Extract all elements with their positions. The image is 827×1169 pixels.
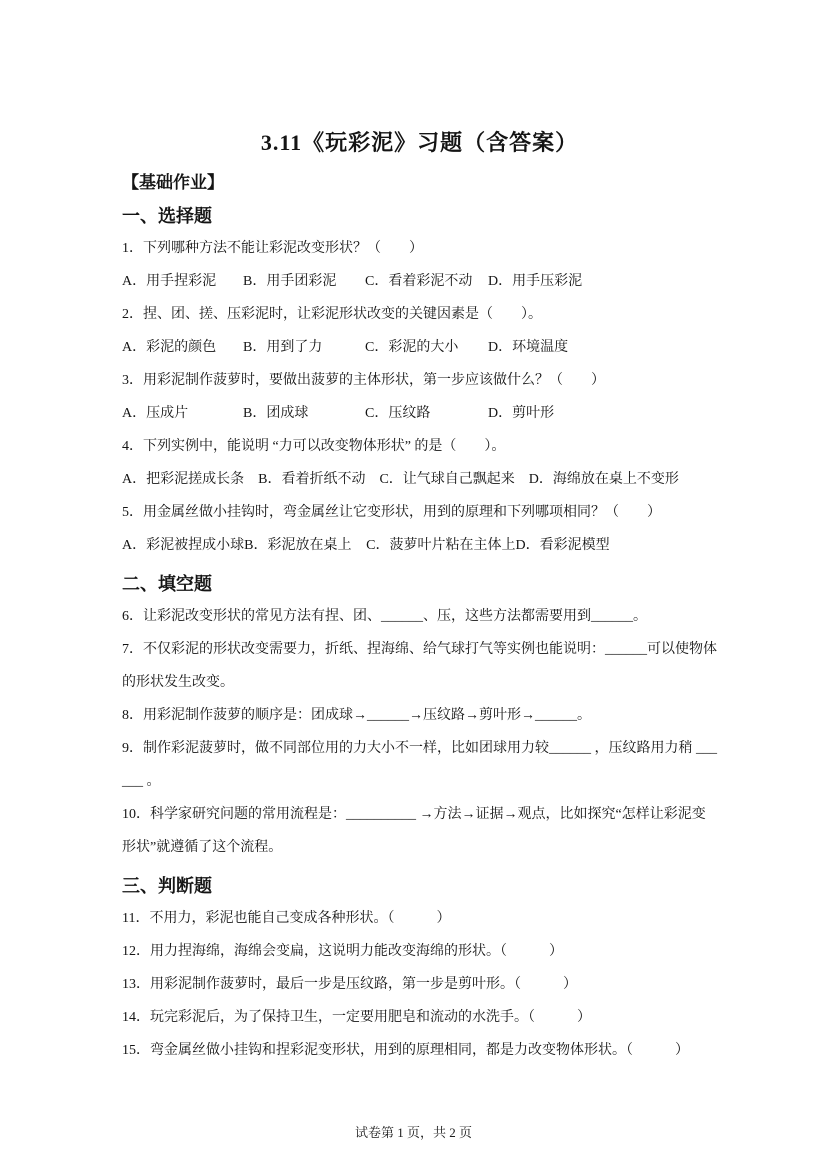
page-title: 3.11《玩彩泥》习题（含答案） xyxy=(260,130,579,155)
question-stem: 3．用彩泥制作菠萝时，要做出菠萝的主体形状，第一步应该做什么？（ ） xyxy=(122,373,605,388)
question-stem: 2．捏、团、搓、压彩泥时，让彩泥形状改变的关键因素是（ ）。 xyxy=(122,307,542,322)
sub-heading: 一、选择题 xyxy=(122,206,212,226)
option-item: C．压纹路 xyxy=(365,406,431,421)
option-item: D．看彩泥模型 xyxy=(515,538,610,553)
option-item: D．用手压彩泥 xyxy=(488,274,583,289)
question-block xyxy=(122,699,717,732)
options-row xyxy=(122,397,717,430)
question-stem: 7．不仅彩泥的形状改变需要力，折纸、捏海绵、给气球打气等实例也能说明：______可以使物体的形状发生改变。 xyxy=(122,642,717,690)
question-block xyxy=(122,902,717,935)
question-block xyxy=(122,633,717,699)
option-item: B．用到了力 xyxy=(243,340,323,355)
question-stem: 4．下列实例中，能说明 “力可以改变物体形状” 的是（ ）。 xyxy=(122,439,506,454)
question-stem: 12．用力捏海绵，海绵会变扁，这说明力能改变海绵的形状。（ ） xyxy=(122,944,563,959)
option-item: D．剪叶形 xyxy=(488,406,555,421)
question-block xyxy=(122,496,717,562)
question-block xyxy=(122,364,717,430)
question-block xyxy=(122,232,717,298)
option-item: C．彩泥的大小 xyxy=(365,340,459,355)
option-item: B．用手团彩泥 xyxy=(243,274,337,289)
option-item: A．彩泥被捏成小球 xyxy=(122,538,245,553)
question-block xyxy=(122,298,717,364)
options-row: A．把彩泥搓成长条 B．看着折纸不动 C．让气球自己飘起来 D．海绵放在桌上不变形 xyxy=(122,472,679,487)
option-item: C．菠萝叶片粘在主体上 xyxy=(366,538,516,553)
option-item: A．用手捏彩泥 xyxy=(122,274,217,289)
question-stem: 10．科学家研究问题的常用流程是：__________ →方法→证据→观点，比如探究“怎样让彩泥变形状”就遵循了这个流程。 xyxy=(122,807,706,855)
question-block xyxy=(122,935,717,968)
option-item: D．环境温度 xyxy=(488,340,569,355)
option-item: B．团成球 xyxy=(243,406,309,421)
question-stem: 8．用彩泥制作菠萝的顺序是：团成球→______→压纹路→剪叶形→______。 xyxy=(122,708,591,723)
page-footer: 试卷第 1 页，共 2 页 xyxy=(354,1125,472,1140)
question-stem: 5．用金属丝做小挂钩时，弯金属丝让它变形状，用到的原理和下列哪项相同？（ ） xyxy=(122,505,661,520)
question-stem: 14．玩完彩泥后，为了保持卫生，一定要用肥皂和流动的水洗手。（ ） xyxy=(122,1010,591,1025)
question-block xyxy=(122,798,717,864)
option-item: B．彩泥放在桌上 xyxy=(244,538,352,553)
sub-heading: 二、填空题 xyxy=(122,574,212,594)
question-block xyxy=(122,1034,717,1067)
option-item: A．压成片 xyxy=(122,406,189,421)
options-row xyxy=(122,331,717,364)
document-body xyxy=(122,172,717,1067)
question-block xyxy=(122,732,717,798)
question-stem: 15．弯金属丝做小挂钩和捏彩泥变形状，用到的原理相同，都是力改变物体形状。（ ） xyxy=(122,1043,689,1058)
sub-heading: 三、判断题 xyxy=(122,876,212,896)
option-item: A．彩泥的颜色 xyxy=(122,340,217,355)
question-block xyxy=(122,1001,717,1034)
question-block xyxy=(122,968,717,1001)
question-block xyxy=(122,430,717,496)
question-stem: 11．不用力，彩泥也能自己变成各种形状。（ ） xyxy=(122,911,451,926)
question-stem: 9．制作彩泥菠萝时，做不同部位用的力大小不一样，比如团球用力较______ ，压纹路用力稍 ______ 。 xyxy=(122,741,717,789)
question-stem: 13．用彩泥制作菠萝时，最后一步是压纹路，第一步是剪叶形。（ ） xyxy=(122,977,577,992)
question-block xyxy=(122,600,717,633)
question-stem: 6．让彩泥改变形状的常见方法有捏、团、______、压，这些方法都需要用到______。 xyxy=(122,609,647,624)
options-row xyxy=(122,265,717,298)
option-item: C．看着彩泥不动 xyxy=(365,274,473,289)
options-row xyxy=(122,529,717,562)
section-heading: 【基础作业】 xyxy=(122,173,224,192)
question-stem: 1．下列哪种方法不能让彩泥改变形状？（ ） xyxy=(122,241,423,256)
